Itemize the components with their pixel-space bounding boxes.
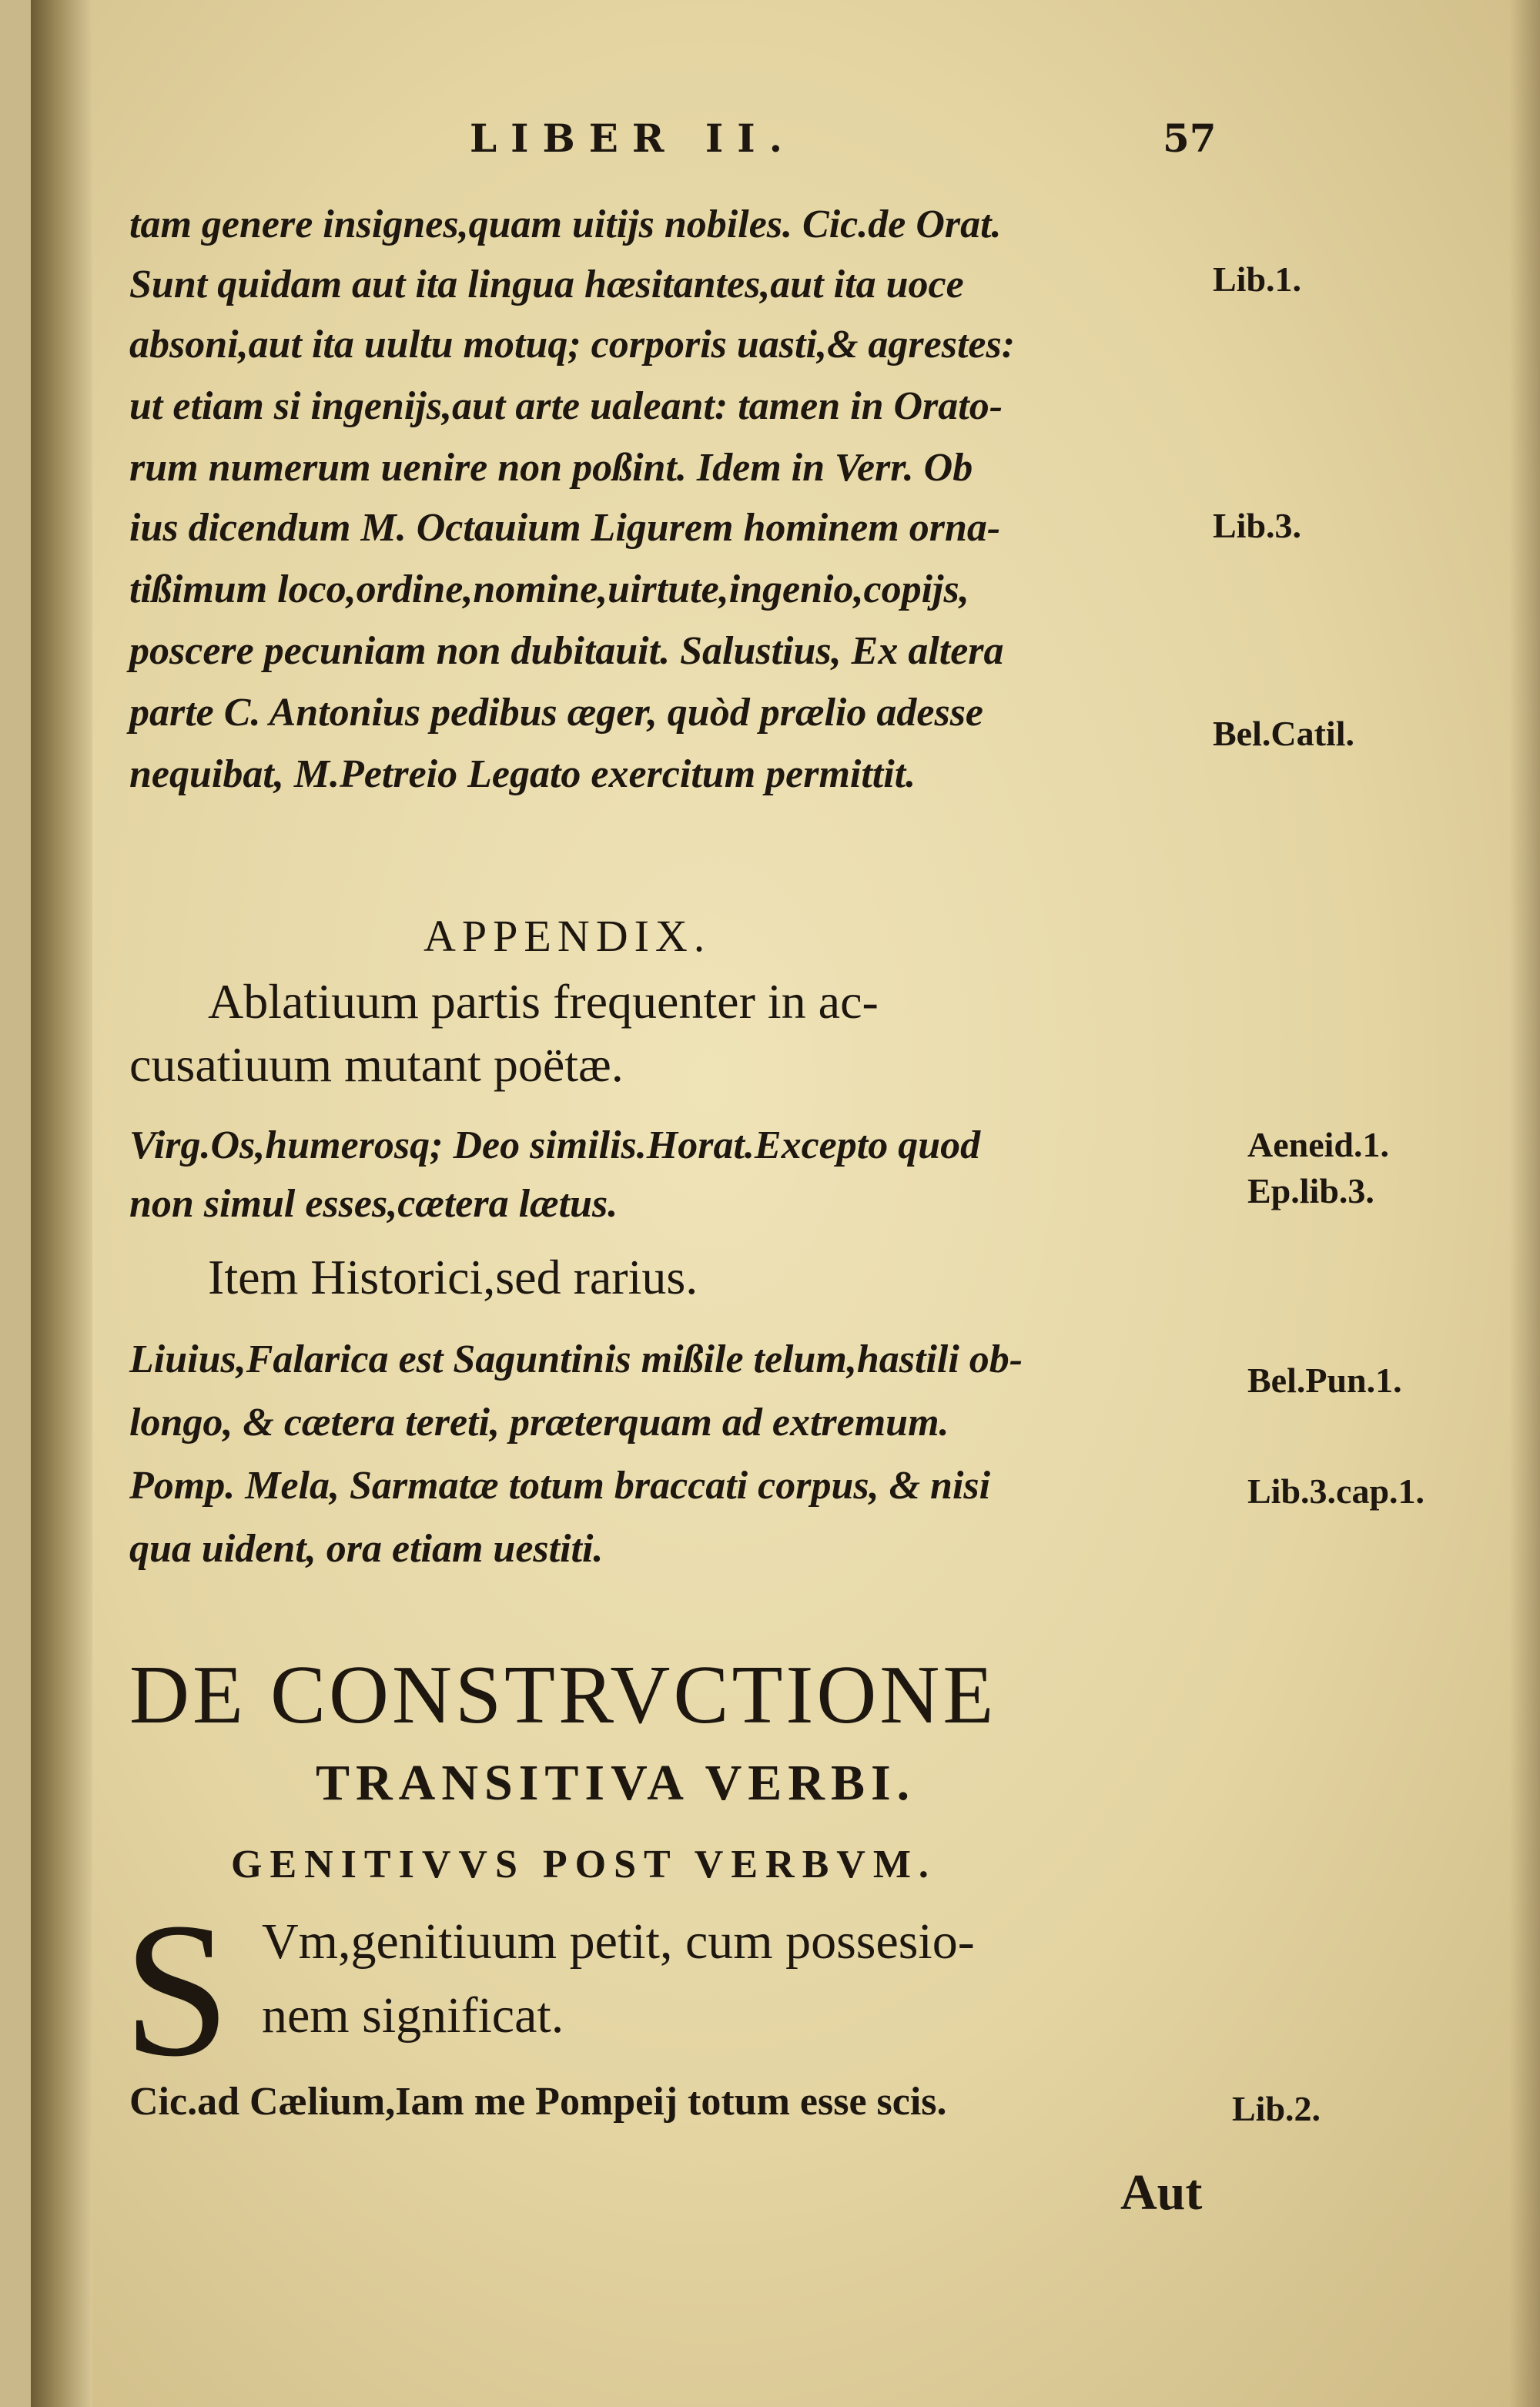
text-line: poscere pecuniam non dubitauit. Salustius, Ex altera: [129, 629, 1004, 673]
margin-note: Lib.1.: [1213, 259, 1302, 299]
example-line: longo, & cætera tereti, præterquam ad extremum.: [129, 1401, 949, 1445]
text-line: nequibat, M.Petreio Legato exercitum permittit.: [129, 752, 916, 796]
margin-note: Bel.Catil.: [1213, 714, 1354, 753]
section-subtitle: TRANSITIVA VERBI.: [316, 1755, 916, 1811]
rule-line: nem significat.: [262, 1987, 564, 2044]
section-title: DE CONSTRVCTIONE: [129, 1649, 997, 1741]
text-line: parte C. Antonius pedibus æger, quòd prælio adesse: [129, 691, 984, 735]
drop-cap: S: [123, 1883, 231, 2097]
example-line: Liuius,Falarica est Saguntinis mißile telum,hastili ob-: [129, 1337, 1023, 1381]
margin-note: Bel.Pun.1.: [1247, 1361, 1402, 1400]
margin-note: Lib.3.: [1213, 506, 1302, 545]
binding-gutter: [31, 0, 92, 2407]
page-edge-shadow: [1509, 0, 1540, 2407]
text-line: absoni,aut ita uultu motuq; corporis uasti,& agrestes:: [129, 323, 1016, 367]
rule-historici: Item Historici,sed rarius.: [208, 1250, 698, 1304]
text-line: tißimum loco,ordine,nomine,uirtute,ingenio,copijs,: [129, 567, 969, 611]
book-page: [31, 0, 1540, 2407]
text-line: ius dicendum M. Octauium Ligurem hominem orna-: [129, 506, 1001, 550]
example-line: Cic.ad Cælium,Iam me Pompeij totum esse scis.: [129, 2080, 947, 2124]
page-number: 57: [1163, 115, 1217, 161]
text-line: rum numerum uenire non poßint. Idem in Verr. Ob: [129, 446, 973, 490]
running-head: LIBER II.: [470, 115, 797, 161]
appendix-heading: APPENDIX.: [424, 911, 711, 961]
rule-line: Vm,genitiuum petit, cum possesio-: [262, 1913, 975, 1970]
text-line: Sunt quidam aut ita lingua hæsitantes,aut ita uoce: [129, 263, 964, 306]
example-line: qua uident, ora etiam uestiti.: [129, 1527, 604, 1571]
margin-note: Aeneid.1.: [1247, 1125, 1389, 1164]
margin-note: Lib.3.cap.1.: [1247, 1471, 1425, 1511]
text-line: ut etiam si ingenijs,aut arte ualeant: tamen in Orato-: [129, 384, 1003, 428]
margin-note: Lib.2.: [1232, 2089, 1321, 2128]
text-line: tam genere insignes,quam uitijs nobiles. Cic.de Orat.: [129, 203, 1002, 246]
margin-note: Ep.lib.3.: [1247, 1171, 1374, 1210]
example-line: non simul esses,cætera lætus.: [129, 1182, 618, 1226]
appendix-rule-line: cusatiuum mutant poëtæ.: [129, 1037, 624, 1092]
example-line: Pomp. Mela, Sarmatæ totum braccati corpus, & nisi: [129, 1464, 991, 1508]
catchword: Aut: [1120, 2164, 1203, 2221]
appendix-rule-line: Ablatiuum partis frequenter in ac-: [208, 974, 879, 1029]
example-line: Virg.Os,humerosq; Deo similis.Horat.Excepto quod: [129, 1123, 981, 1167]
section-subheading: GENITIVVS POST VERBVM.: [231, 1843, 936, 1886]
